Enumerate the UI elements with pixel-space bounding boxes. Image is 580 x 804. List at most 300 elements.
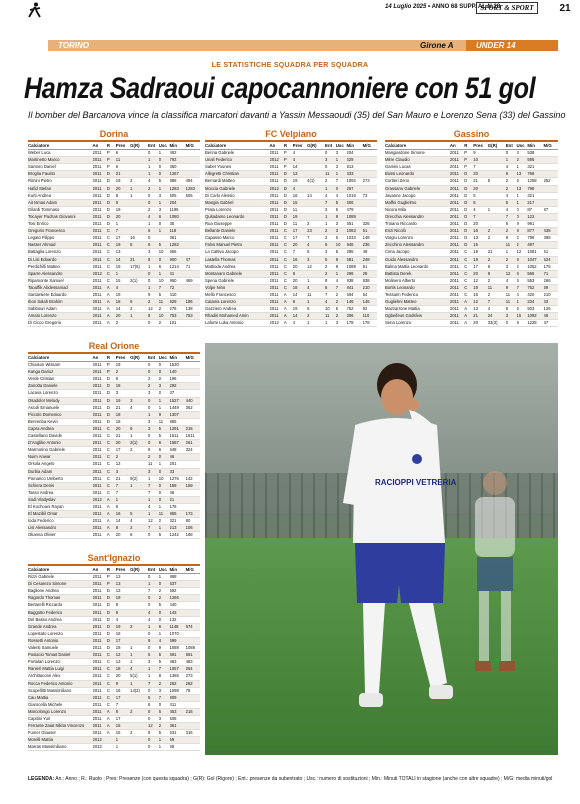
table-cell: Guido Alessandro	[385, 256, 450, 263]
table-cell: Troiano Riccardo	[385, 221, 450, 228]
table-cell: 2011	[93, 468, 107, 475]
table-cell	[107, 744, 116, 751]
table-cell: 2011	[270, 291, 284, 298]
table-cell: 2011	[93, 199, 107, 206]
column-header: G(R)	[130, 567, 148, 574]
table-cell: 122	[527, 213, 543, 220]
table-cell: Sodi Vladyslav	[28, 496, 93, 503]
table-cell: 1	[307, 320, 325, 327]
table-cell: Ascoli Emanuele	[28, 404, 93, 411]
table-cell: Fumer Glauser	[28, 730, 93, 737]
table-cell: 2011	[270, 256, 284, 263]
table-cell: 19	[116, 595, 130, 602]
stats-table	[385, 143, 558, 327]
table-cell: 2	[148, 376, 159, 383]
table-row	[28, 178, 200, 185]
table-cell: P	[107, 369, 116, 376]
table-cell: 5	[325, 256, 336, 263]
table-row	[28, 723, 200, 730]
table-row	[28, 475, 200, 482]
table-row	[28, 440, 200, 447]
table-cell: 1	[130, 652, 148, 659]
table-cell	[544, 171, 558, 178]
table-cell: C	[107, 440, 116, 447]
table-cell: Battaglia Lorenzo	[28, 249, 93, 256]
table-cell: Ferrante Zaiat Nikita Vincenzo	[28, 723, 93, 730]
table-cell: Tasso Andrea	[28, 489, 93, 496]
table-cell: 0	[148, 270, 159, 277]
table-cell: 3	[148, 468, 159, 475]
table-cell: Verde Cristian	[28, 376, 93, 383]
table-cell: 2	[148, 383, 159, 390]
table-cell: 7	[148, 525, 159, 532]
table-row	[385, 256, 558, 263]
table-cell: 17	[293, 235, 307, 242]
table-cell: 8	[116, 708, 130, 715]
table-cell: 8	[488, 270, 506, 277]
table-cell	[159, 235, 170, 242]
column-header: M/G	[363, 143, 377, 150]
table-row	[28, 199, 200, 206]
table-row	[28, 362, 200, 369]
table-cell: 524	[544, 256, 558, 263]
table-cell: Ogbeifeun Godsfew	[385, 313, 450, 320]
table-cell: 6	[517, 277, 528, 284]
table-row	[385, 284, 558, 291]
table-cell: 5	[159, 178, 170, 185]
column-header: An	[93, 567, 107, 574]
table-cell	[488, 171, 506, 178]
table-cell	[488, 185, 506, 192]
column-header: G(R)	[307, 143, 325, 150]
table-cell: 838	[347, 277, 363, 284]
table-cell: 9	[148, 637, 159, 644]
table-cell: 35	[170, 221, 186, 228]
column-header: Pres	[293, 143, 307, 150]
table-cell: C	[107, 235, 116, 242]
table-cell: 2011	[93, 320, 107, 327]
table-cell: 2	[130, 623, 148, 630]
table-row	[205, 213, 377, 220]
table-cell: 0	[148, 369, 159, 376]
table-cell: Orecchia Alessandro	[385, 213, 450, 220]
table-cell: 8	[506, 235, 517, 242]
table-cell: 440	[170, 602, 186, 609]
table-cell: 7	[116, 489, 130, 496]
table-cell: 2011	[93, 171, 107, 178]
table-cell: D	[107, 390, 116, 397]
table-cell: 15	[116, 723, 130, 730]
table-cell	[363, 164, 377, 171]
table-cell: 18	[116, 630, 130, 637]
table-cell: 6	[336, 306, 347, 313]
table-row	[28, 157, 200, 164]
table-cell: 2011	[450, 242, 464, 249]
table-cell: 4	[130, 666, 148, 673]
table-cell: 4	[148, 213, 159, 220]
table-cell	[130, 390, 148, 397]
table-cell: 72	[170, 284, 186, 291]
table-cell: 2	[307, 221, 325, 228]
table-cell: 2011	[450, 192, 464, 199]
table-cell: 264	[186, 666, 200, 673]
table-cell: 273	[363, 178, 377, 185]
table-cell: 753	[170, 313, 186, 320]
table-cell: 2011	[93, 178, 107, 185]
table-row	[385, 249, 558, 256]
table-cell: Tocayer Pachas Giovanni	[28, 213, 93, 220]
sponsor-text: RACIOPPI VETRERIA	[375, 478, 457, 487]
table-cell: 21	[116, 171, 130, 178]
table-row	[205, 185, 377, 192]
table-row	[385, 277, 558, 284]
table-cell: 6	[159, 623, 170, 630]
table-row	[28, 249, 200, 256]
table-cell: 295	[347, 249, 363, 256]
table-cell: 2012	[270, 157, 284, 164]
table-cell: A	[284, 313, 293, 320]
table-cell: 11	[148, 461, 159, 468]
table-cell: C	[464, 284, 473, 291]
table-cell: 5	[159, 291, 170, 298]
table-cell: D	[284, 192, 293, 199]
table-row	[28, 270, 200, 277]
table-cell: 651	[347, 221, 363, 228]
table-cell: D	[107, 171, 116, 178]
table-cell: 13	[116, 574, 130, 581]
table-cell	[186, 637, 200, 644]
table-cell: 186	[186, 299, 200, 306]
table-cell: 18	[293, 192, 307, 199]
table-cell: 2	[506, 228, 517, 235]
table-cell: 2011	[270, 249, 284, 256]
column-header: M/G	[186, 355, 200, 362]
table-cell: 4	[307, 284, 325, 291]
table-cell: 6	[488, 263, 506, 270]
table-cell: 1195	[170, 206, 186, 213]
table-cell: A	[107, 723, 116, 730]
table-cell: 2011	[93, 659, 107, 666]
table-cell: 7	[473, 164, 487, 171]
table-cell: 1	[148, 157, 159, 164]
table-cell: C	[464, 249, 473, 256]
table-cell: 4	[506, 192, 517, 199]
table-cell: 12	[148, 306, 159, 313]
table-cell: 47	[186, 256, 200, 263]
table-cell: 12	[148, 723, 159, 730]
table-cell: 988	[170, 178, 186, 185]
table-cell: 2011	[450, 178, 464, 185]
column-header: Ent	[325, 143, 336, 150]
table-cell: 7	[325, 199, 336, 206]
table-cell	[186, 383, 200, 390]
table-cell: 0	[148, 687, 159, 694]
table-cell: 20	[116, 425, 130, 432]
table-cell: 18	[116, 666, 130, 673]
stats-table	[28, 567, 200, 751]
table-cell: 2	[517, 157, 528, 164]
table-cell: 5	[159, 652, 170, 659]
table-cell: Pusiacio Tomas Daniel	[28, 652, 93, 659]
table-cell: Mangia Gabriel	[205, 199, 270, 206]
table-cell: Di Carlo Alessio	[205, 192, 270, 199]
table-cell: 5	[336, 206, 347, 213]
table-cell	[186, 390, 200, 397]
table-cell: 8	[116, 525, 130, 532]
table-cell: 8	[116, 192, 130, 199]
table-cell: 2011	[93, 454, 107, 461]
table-cell: 2011	[93, 616, 107, 623]
table-cell: Bellante Daniele	[205, 228, 270, 235]
table-cell: 13	[116, 581, 130, 588]
table-cell: P	[284, 150, 293, 157]
table-cell: 991	[527, 221, 543, 228]
table-cell: 752	[347, 306, 363, 313]
column-header: Usc	[159, 143, 170, 150]
table-cell	[130, 723, 148, 730]
table-cell	[488, 150, 506, 157]
table-cell: Chiaison Wissam	[28, 362, 93, 369]
table-cell: C	[464, 256, 473, 263]
table-cell: 2011	[93, 673, 107, 680]
table-cell: Taouffik Abdessamad	[28, 284, 93, 291]
table-cell: 798	[527, 185, 543, 192]
table-cell: Bertarelli Riccardo	[28, 602, 93, 609]
table-cell: 21	[473, 178, 487, 185]
table-cell: C	[284, 249, 293, 256]
table-cell	[307, 164, 325, 171]
table-row	[28, 256, 200, 263]
table-cell: 6	[307, 249, 325, 256]
table-cell: 2011	[270, 299, 284, 306]
table-cell: 0	[159, 171, 170, 178]
table-cell: 140	[170, 369, 186, 376]
table-cell: 1	[336, 157, 347, 164]
team-title: Real Orione	[88, 341, 140, 351]
table-cell: A	[107, 715, 116, 722]
table-cell: A	[107, 525, 116, 532]
table-cell: 2011	[93, 637, 107, 644]
table-row	[385, 242, 558, 249]
table-cell: Ibon Salah Brahim	[28, 299, 93, 306]
table-cell: 19	[116, 623, 130, 630]
table-cell: 2011	[270, 171, 284, 178]
table-cell: 2011	[93, 376, 107, 383]
table-cell: 3	[325, 249, 336, 256]
table-cell	[130, 320, 148, 327]
table-cell: P	[107, 157, 116, 164]
table-cell: 2011	[93, 235, 107, 242]
table-row	[385, 206, 558, 213]
table-cell: 0	[159, 157, 170, 164]
table-cell: 7	[325, 291, 336, 298]
table-cell: Okanna Olivier	[28, 532, 93, 539]
table-cell: 1	[159, 228, 170, 235]
table-row	[28, 192, 200, 199]
table-cell: 0	[159, 369, 170, 376]
table-cell: 1148	[170, 623, 186, 630]
table-cell: 410	[170, 291, 186, 298]
table-cell: 126	[544, 306, 558, 313]
table-cell: 33	[544, 299, 558, 306]
table-cell	[130, 376, 148, 383]
table-cell: A	[107, 518, 116, 525]
table-cell: 0	[159, 221, 170, 228]
table-cell: C	[284, 277, 293, 284]
table-cell: 12	[506, 270, 517, 277]
table-cell: 2011	[450, 164, 464, 171]
table-cell: 1047	[527, 256, 543, 263]
table-cell: Rossetti Antonio	[28, 637, 93, 644]
table-cell: Marcolongo Lorenzo	[28, 708, 93, 715]
table-cell: Archittacone Alex	[28, 673, 93, 680]
table-cell: 1092	[347, 178, 363, 185]
table-cell: 2	[488, 277, 506, 284]
table-cell: Perdichilli Matteo	[28, 263, 93, 270]
table-cell: 360	[170, 164, 186, 171]
table-cell: 46	[544, 313, 558, 320]
table-row	[28, 376, 200, 383]
table-cell	[488, 157, 506, 164]
column-header: R	[284, 143, 293, 150]
table-cell: 2011	[450, 263, 464, 270]
table-cell: 1	[159, 737, 170, 744]
table-cell: 1	[116, 744, 130, 751]
table-cell: 73	[363, 192, 377, 199]
table-cell: 1449	[170, 404, 186, 411]
table-cell: A	[107, 291, 116, 298]
table-cell: 8	[148, 313, 159, 320]
table-cell: Legato Filippo	[28, 235, 93, 242]
table-cell: 6	[148, 242, 159, 249]
table-cell: 1	[325, 221, 336, 228]
table-cell: 1267	[170, 171, 186, 178]
table-cell: 0	[506, 320, 517, 327]
table-cell: 6	[293, 270, 307, 277]
table-cell: 1	[148, 623, 159, 630]
table-cell: 505	[186, 192, 200, 199]
table-cell: 14	[116, 518, 130, 525]
table-cell: 20	[473, 221, 487, 228]
table-cell: 3	[159, 687, 170, 694]
table-cell: 196	[170, 376, 186, 383]
table-cell	[130, 157, 148, 164]
table-cell: 11	[293, 206, 307, 213]
table-row	[28, 454, 200, 461]
table-gassino	[385, 128, 558, 327]
table-cell: 2	[148, 185, 159, 192]
table-cell: 4	[293, 185, 307, 192]
column-header: Ent	[148, 567, 159, 574]
table-cell: 1276	[170, 475, 186, 482]
table-cell: Allegretti Christian	[205, 171, 270, 178]
table-cell: 13	[293, 171, 307, 178]
table-cell: 316	[186, 730, 200, 737]
table-row	[28, 680, 200, 687]
table-cell: 19	[473, 249, 487, 256]
table-cell: 2	[148, 299, 159, 306]
table-cell: Bortis Leonardo	[385, 284, 450, 291]
table-cell: 11	[506, 299, 517, 306]
table-cell: 201	[170, 461, 186, 468]
table-cell: C	[107, 666, 116, 673]
table-cell: 0	[148, 320, 159, 327]
table-cell: 20	[116, 313, 130, 320]
table-cell: D	[107, 206, 116, 213]
table-cell: 7	[116, 701, 130, 708]
table-cell	[130, 737, 148, 744]
table-cell: 2	[307, 313, 325, 320]
table-cell: 2011	[93, 723, 107, 730]
table-cell: 1283	[186, 185, 200, 192]
table-cell: 4	[148, 503, 159, 510]
table-cell: 6	[116, 164, 130, 171]
table-cell	[130, 454, 148, 461]
table-cell: 2	[130, 306, 148, 313]
table-cell: 2	[325, 263, 336, 270]
table-cell	[186, 206, 200, 213]
table-cell: 4	[517, 291, 528, 298]
table-cell: 2011	[93, 652, 107, 659]
table-cell: 3	[148, 418, 159, 425]
table-cell: 17	[116, 235, 130, 242]
table-cell: 19	[473, 284, 487, 291]
table-cell: 753	[186, 313, 200, 320]
table-cell	[130, 574, 148, 581]
table-cell: 566	[527, 270, 543, 277]
table-cell: 8	[116, 602, 130, 609]
table-cell	[186, 503, 200, 510]
table-cell: 1088	[186, 645, 200, 652]
table-cell: 2011	[93, 666, 107, 673]
table-row	[28, 708, 200, 715]
table-cell: 766	[527, 171, 543, 178]
table-cell: Schiera Denis	[28, 482, 93, 489]
table-cell: 556	[170, 249, 186, 256]
table-cell: 4	[148, 609, 159, 616]
table-cell: 2011	[93, 645, 107, 652]
table-cell	[307, 171, 325, 178]
table-cell: 7	[159, 666, 170, 673]
table-cell: 1	[506, 157, 517, 164]
table-cell: 2011	[93, 213, 107, 220]
table-cell: 78	[186, 687, 200, 694]
table-cell: 262	[186, 680, 200, 687]
table-cell: 2011	[270, 221, 284, 228]
table-cell: Morelli Mattia	[28, 737, 93, 744]
table-cell: 49	[363, 249, 377, 256]
table-cell: D	[284, 178, 293, 185]
column-header: Calciatore	[205, 143, 270, 150]
table-cell: 0	[159, 390, 170, 397]
table-cell: 2011	[93, 532, 107, 539]
table-cell: 16	[116, 687, 130, 694]
table-cell: 3	[336, 320, 347, 327]
table-row	[28, 150, 200, 157]
table-cell: 159	[170, 482, 186, 489]
team-title: FC Velpiano	[265, 129, 317, 139]
table-cell: 3	[159, 192, 170, 199]
column-header: Ent	[148, 143, 159, 150]
table-cell: 10	[336, 242, 347, 249]
table-cell: 5	[159, 242, 170, 249]
table-cell: 1	[130, 645, 148, 652]
table-cell: 2011	[93, 383, 107, 390]
table-cell: 691	[170, 652, 186, 659]
table-cell: 21	[116, 404, 130, 411]
table-row	[28, 390, 200, 397]
table-cell: 146	[363, 299, 377, 306]
